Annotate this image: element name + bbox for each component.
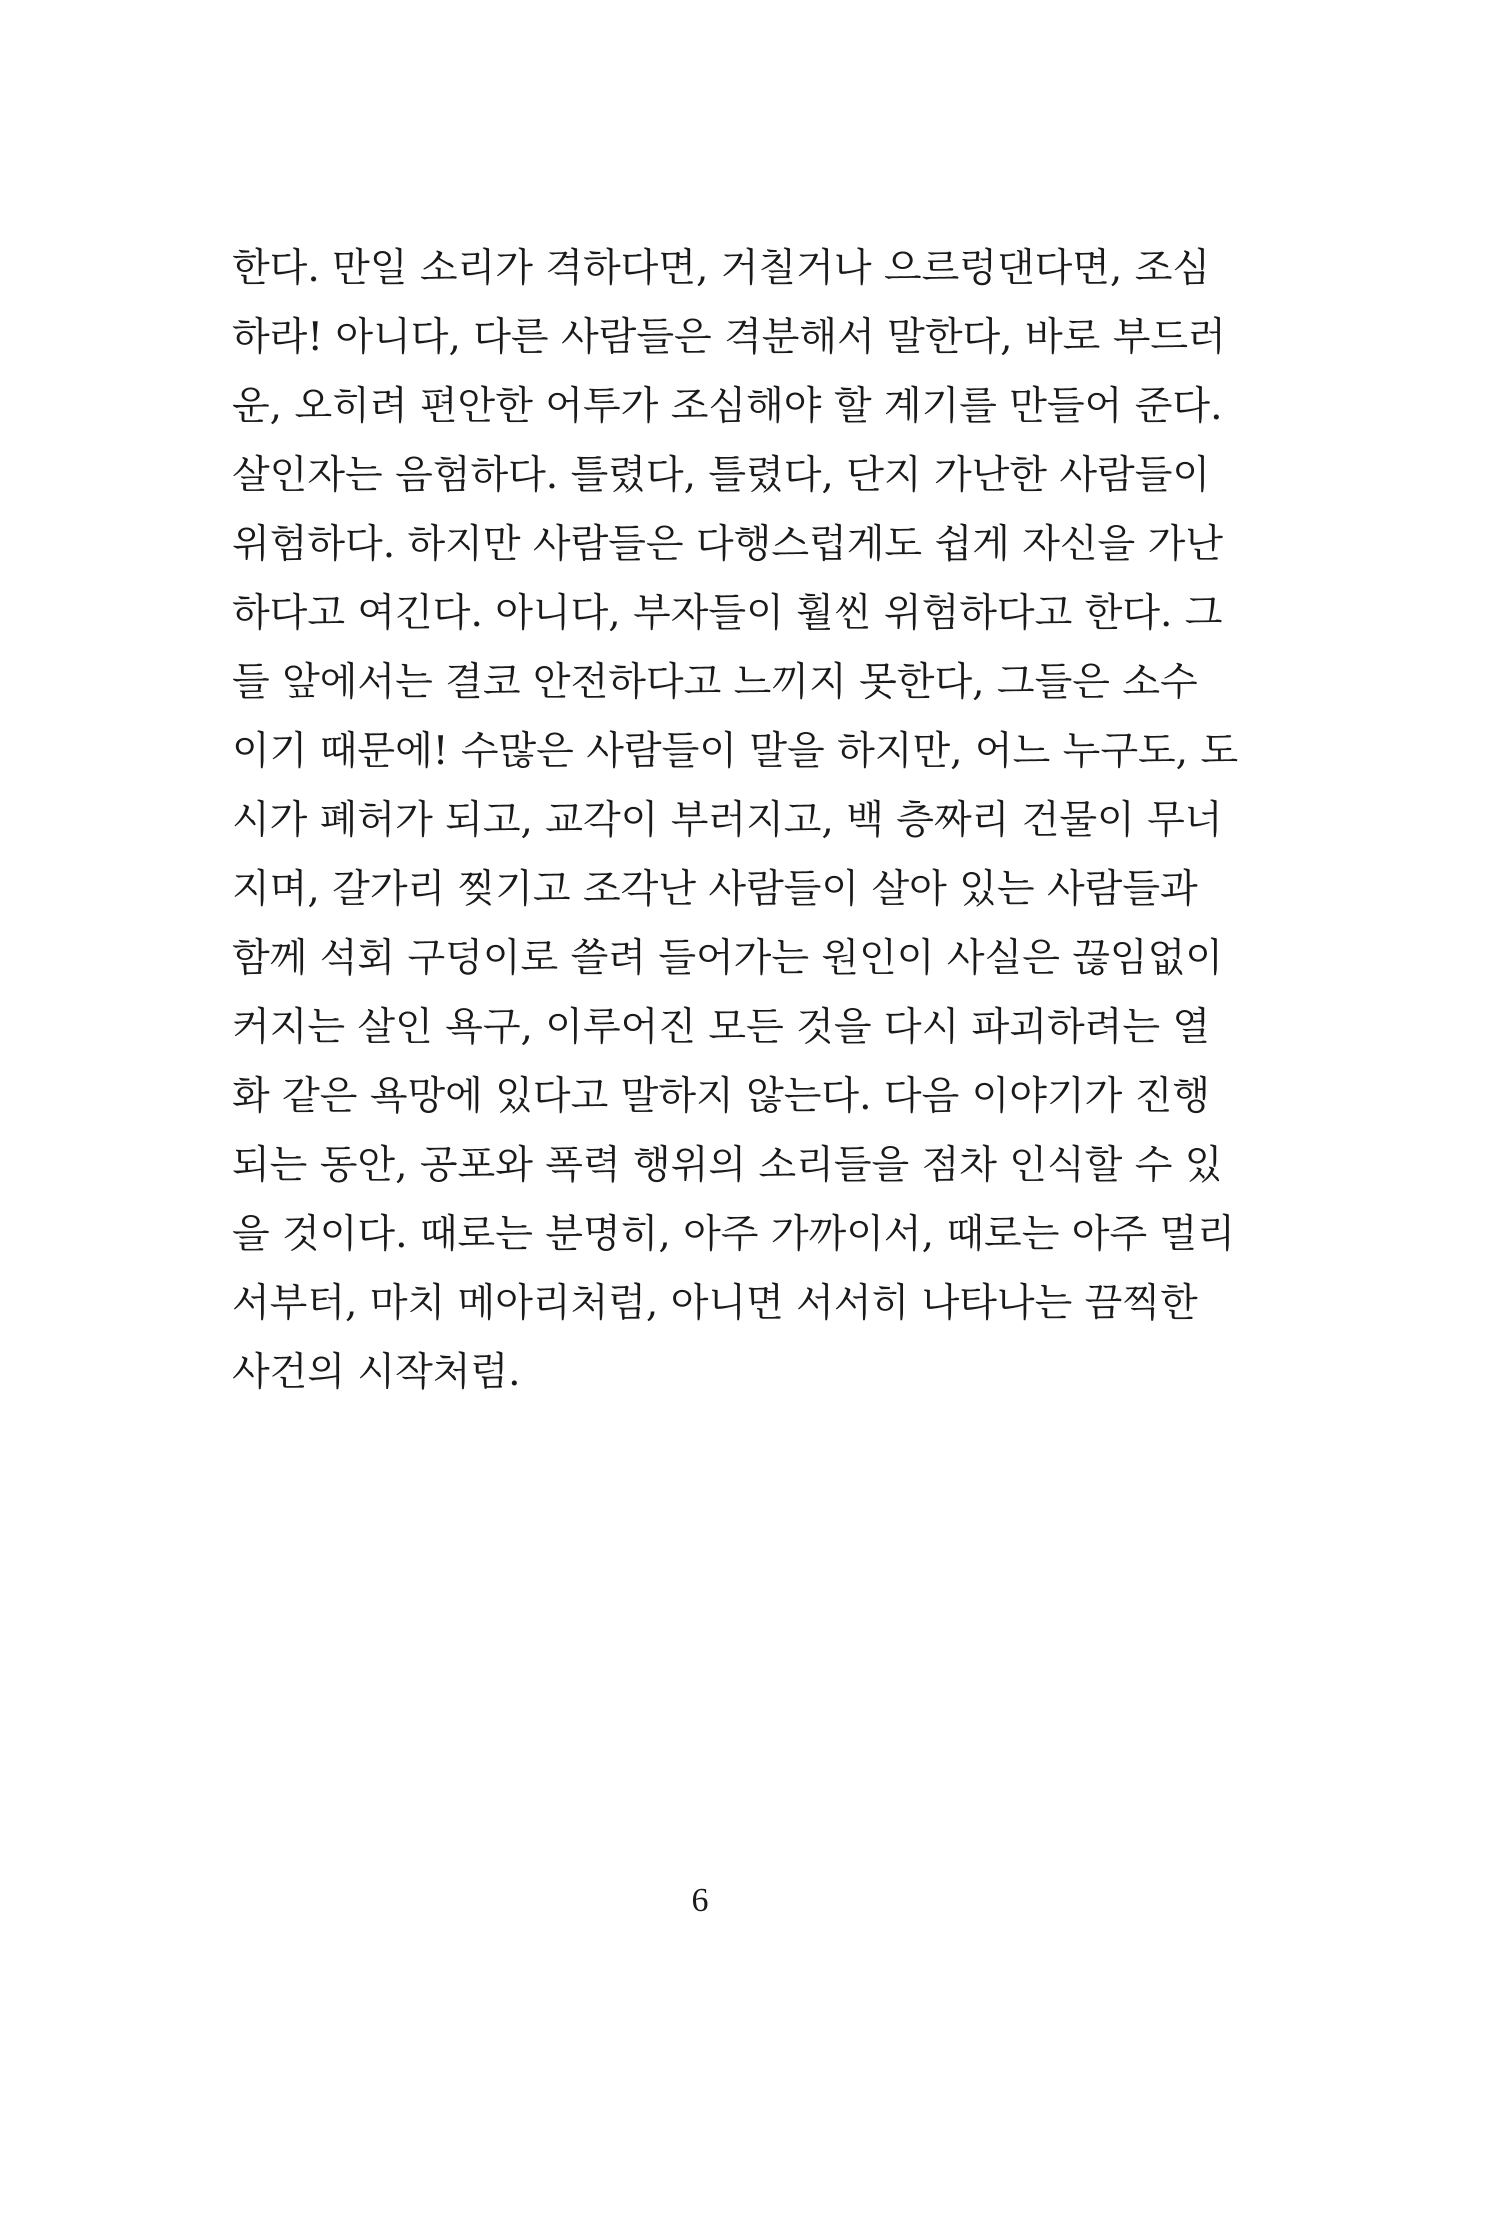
text-line: 살인자는 음험하다. 틀렸다, 틀렸다, 단지 가난한 사람들이 (232, 453, 1211, 498)
text-line: 이기 때문에! 수많은 사람들이 말을 하지만, 어느 누구도, 도 (232, 729, 1239, 774)
text-line: 함께 석회 구덩이로 쓸려 들어가는 원인이 사실은 끊임없이 (232, 936, 1223, 981)
text-line: 되는 동안, 공포와 폭력 행위의 소리들을 점차 인식할 수 있 (232, 1143, 1223, 1188)
page-number: 6 (691, 1882, 709, 1919)
body-paragraph (232, 240, 1239, 1413)
text-line: 하다고 여긴다. 아니다, 부자들이 훨씬 위험하다고 한다. 그 (232, 591, 1223, 636)
text-line: 운, 오히려 편안한 어투가 조심해야 할 계기를 만들어 준다. (232, 384, 1223, 429)
text-line: 을 것이다. 때로는 분명히, 아주 가까이서, 때로는 아주 멀리 (232, 1212, 1235, 1257)
text-line: 지며, 갈가리 찢기고 조각난 사람들이 살아 있는 사람들과 (232, 867, 1198, 912)
text-line: 한다. 만일 소리가 격하다면, 거칠거나 으르렁댄다면, 조심 (232, 246, 1211, 291)
text-line: 시가 폐허가 되고, 교각이 부러지고, 백 층짜리 건물이 무너 (232, 798, 1223, 843)
text-line: 하라! 아니다, 다른 사람들은 격분해서 말한다, 바로 부드러 (232, 315, 1226, 360)
text-line: 사건의 시작처럼. (232, 1350, 521, 1395)
text-line: 화 같은 욕망에 있다고 말하지 않는다. 다음 이야기가 진행 (232, 1074, 1211, 1119)
text-line: 들 앞에서는 결코 안전하다고 느끼지 못한다, 그들은 소수 (232, 660, 1198, 705)
text-line: 서부터, 마치 메아리처럼, 아니면 서서히 나타나는 끔찍한 (232, 1281, 1198, 1326)
text-line: 커지는 살인 욕구, 이루어진 모든 것을 다시 파괴하려는 열 (232, 1005, 1211, 1050)
text-line: 위험하다. 하지만 사람들은 다행스럽게도 쉽게 자신을 가난 (232, 522, 1223, 567)
